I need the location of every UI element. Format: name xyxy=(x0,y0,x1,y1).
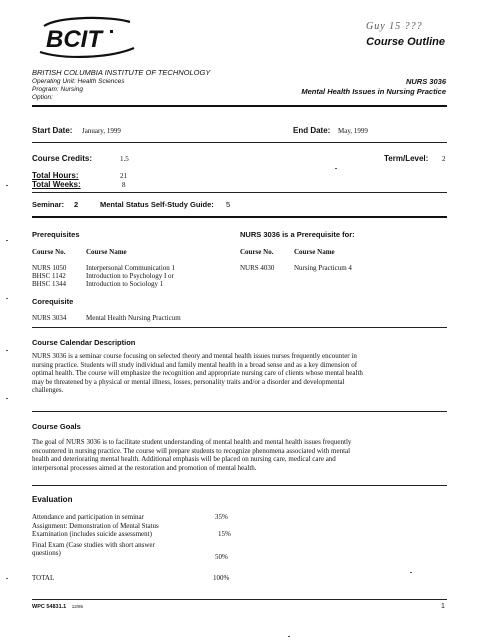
evaluation-item-label: Examination (includes suicide assessment) xyxy=(32,530,152,538)
doc-type-title: Course Outline xyxy=(366,36,445,48)
divider xyxy=(32,216,447,218)
evaluation-item-weight: 15% xyxy=(218,530,231,538)
prereq-for-heading: NURS 3036 is a Prerequisite for: xyxy=(240,230,355,239)
table-row xyxy=(32,280,66,288)
calendar-description-heading: Course Calendar Description xyxy=(32,338,136,347)
paragraph-line: may be threatened by a physical or mental illness, losses, personality traits and/or a disorder and developmental xyxy=(32,377,345,386)
prereq-course-name: Interpersonal Communication 1 xyxy=(86,264,176,272)
evaluation-total-weight: 100% xyxy=(213,574,230,582)
evaluation-item-label: Attendance and participation in seminar xyxy=(32,513,144,521)
table-row xyxy=(86,264,175,272)
prereq-course-name: Introduction to Psychology I or xyxy=(86,272,174,280)
table-row xyxy=(32,314,66,322)
table-row xyxy=(86,272,174,280)
form-code-text: WPC 54831.1 xyxy=(32,604,67,610)
divider xyxy=(32,142,447,143)
credits-label: Course Credits: xyxy=(32,154,93,163)
program: Program: Nursing xyxy=(32,86,83,93)
prereq-col-no: Course No. xyxy=(32,248,66,256)
course-code: NURS 3036 xyxy=(405,77,446,86)
paragraph-line: encountered in nursing practice. The course will prepare students to recognize phenomena associated with mental xyxy=(32,446,351,455)
scan-speck xyxy=(6,240,8,241)
paragraph-line: The goal of NURS 3036 is to facilitate student understanding of mental health and mental health issues frequently xyxy=(32,438,352,446)
corequisite-heading: Corequisite xyxy=(32,297,74,306)
calendar-description-text xyxy=(32,352,446,395)
prereq-col-name: Course Name xyxy=(86,248,127,256)
self-study-guide-label: Mental Status Self-Study Guide: xyxy=(100,200,214,209)
scan-speck xyxy=(6,398,8,399)
option: Option: xyxy=(32,94,53,101)
course-goals-heading: Course Goals xyxy=(32,422,81,431)
scan-speck xyxy=(6,350,8,351)
prereq-course-name: Introduction to Sociology 1 xyxy=(86,280,164,288)
prereq-for-col-name: Course Name xyxy=(294,248,335,256)
scan-speck xyxy=(410,572,412,573)
scan-speck xyxy=(6,578,8,579)
page-number: 1 xyxy=(441,603,445,610)
total-weeks-value: 8 xyxy=(122,181,126,189)
bcit-logo xyxy=(30,14,140,60)
paragraph-line: NURS 3036 is a seminar course focusing on selected theory and mental health issues nurses frequently encounter in xyxy=(32,352,357,360)
institution-name: BRITISH COLUMBIA INSTITUTE OF TECHNOLOGY xyxy=(32,68,211,77)
prerequisites-heading: Prerequisites xyxy=(32,230,80,239)
total-hours-label: Total Hours: xyxy=(32,171,79,180)
seminar-value: 2 xyxy=(74,200,79,209)
operating-unit: Operating Unit: Health Sciences xyxy=(32,78,125,85)
form-code xyxy=(32,604,83,610)
paragraph-line: health and deteriorating mental health. Additional emphasis will be placed on nursing care, medical care and xyxy=(32,455,336,464)
table-row xyxy=(86,314,181,322)
evaluation-item xyxy=(32,522,159,538)
evaluation-heading: Evaluation xyxy=(32,495,73,504)
paragraph-line: challenges. xyxy=(32,386,64,395)
end-date-label: End Date: xyxy=(293,126,331,135)
coreq-course-no: NURS 3034 xyxy=(32,314,67,322)
evaluation-item-label: questions) xyxy=(32,549,61,557)
total-weeks-label: Total Weeks: xyxy=(32,180,81,189)
table-row xyxy=(86,280,163,288)
scan-speck xyxy=(6,185,8,186)
evaluation-item-label: Final Exam (Case studies with short answer xyxy=(32,541,155,549)
svg-text:BCIT: BCIT xyxy=(46,26,102,53)
form-date: 12/95 xyxy=(71,604,84,609)
evaluation-item xyxy=(32,541,155,557)
table-row xyxy=(240,264,274,272)
evaluation-total-label: TOTAL xyxy=(32,574,55,582)
divider xyxy=(32,411,447,412)
course-goals-text xyxy=(32,438,446,472)
seminar-label: Seminar: xyxy=(32,200,65,209)
total-hours-value: 21 xyxy=(120,172,127,180)
prereq-course-no: BHSC 1344 xyxy=(32,280,67,288)
handwritten-note: Guy 15 ??? xyxy=(366,21,423,32)
paragraph-line: nursing practice. Students will study individual and family mental health in a broad sense and as a key dimension of xyxy=(32,360,358,369)
end-date-value: May, 1999 xyxy=(338,127,368,135)
scan-speck xyxy=(6,298,8,299)
evaluation-item-weight: 35% xyxy=(215,513,228,521)
term-level-label: Term/Level: xyxy=(384,154,429,163)
scan-speck xyxy=(335,168,337,169)
prereq-course-no: NURS 1050 xyxy=(32,264,67,272)
table-row xyxy=(294,264,352,272)
prereq-for-course-no: NURS 4030 xyxy=(240,264,275,272)
prereq-for-course-name: Nursing Practicum 4 xyxy=(294,264,352,272)
credits-value: 1.5 xyxy=(120,155,129,163)
evaluation-item-label: Assignment: Demonstration of Mental Status xyxy=(32,522,159,530)
course-title: Mental Health Issues in Nursing Practice xyxy=(301,87,446,96)
prereq-course-no: BHSC 1142 xyxy=(32,272,66,280)
table-row xyxy=(32,272,66,280)
evaluation-item xyxy=(32,513,144,521)
term-level-value: 2 xyxy=(442,155,446,163)
self-study-guide-value: 5 xyxy=(226,200,231,209)
divider xyxy=(32,192,447,193)
divider xyxy=(32,599,447,600)
paragraph-line: interpersonal processes aimed at the restoration and promotion of mental health. xyxy=(32,463,257,472)
start-date-label: Start Date: xyxy=(32,126,73,135)
header-divider xyxy=(32,105,447,107)
evaluation-item-weight: 50% xyxy=(215,553,228,561)
paragraph-line: optimal health. The course will emphasize the recognition and appropriate nursing care of clients whose mental health xyxy=(32,369,363,378)
coreq-course-name: Mental Health Nursing Practicum xyxy=(86,314,181,322)
prereq-for-col-no: Course No. xyxy=(240,248,274,256)
table-row xyxy=(32,264,66,272)
divider xyxy=(32,485,447,486)
divider xyxy=(32,327,447,328)
scan-speck xyxy=(288,636,290,637)
start-date-value: January, 1999 xyxy=(82,127,121,135)
